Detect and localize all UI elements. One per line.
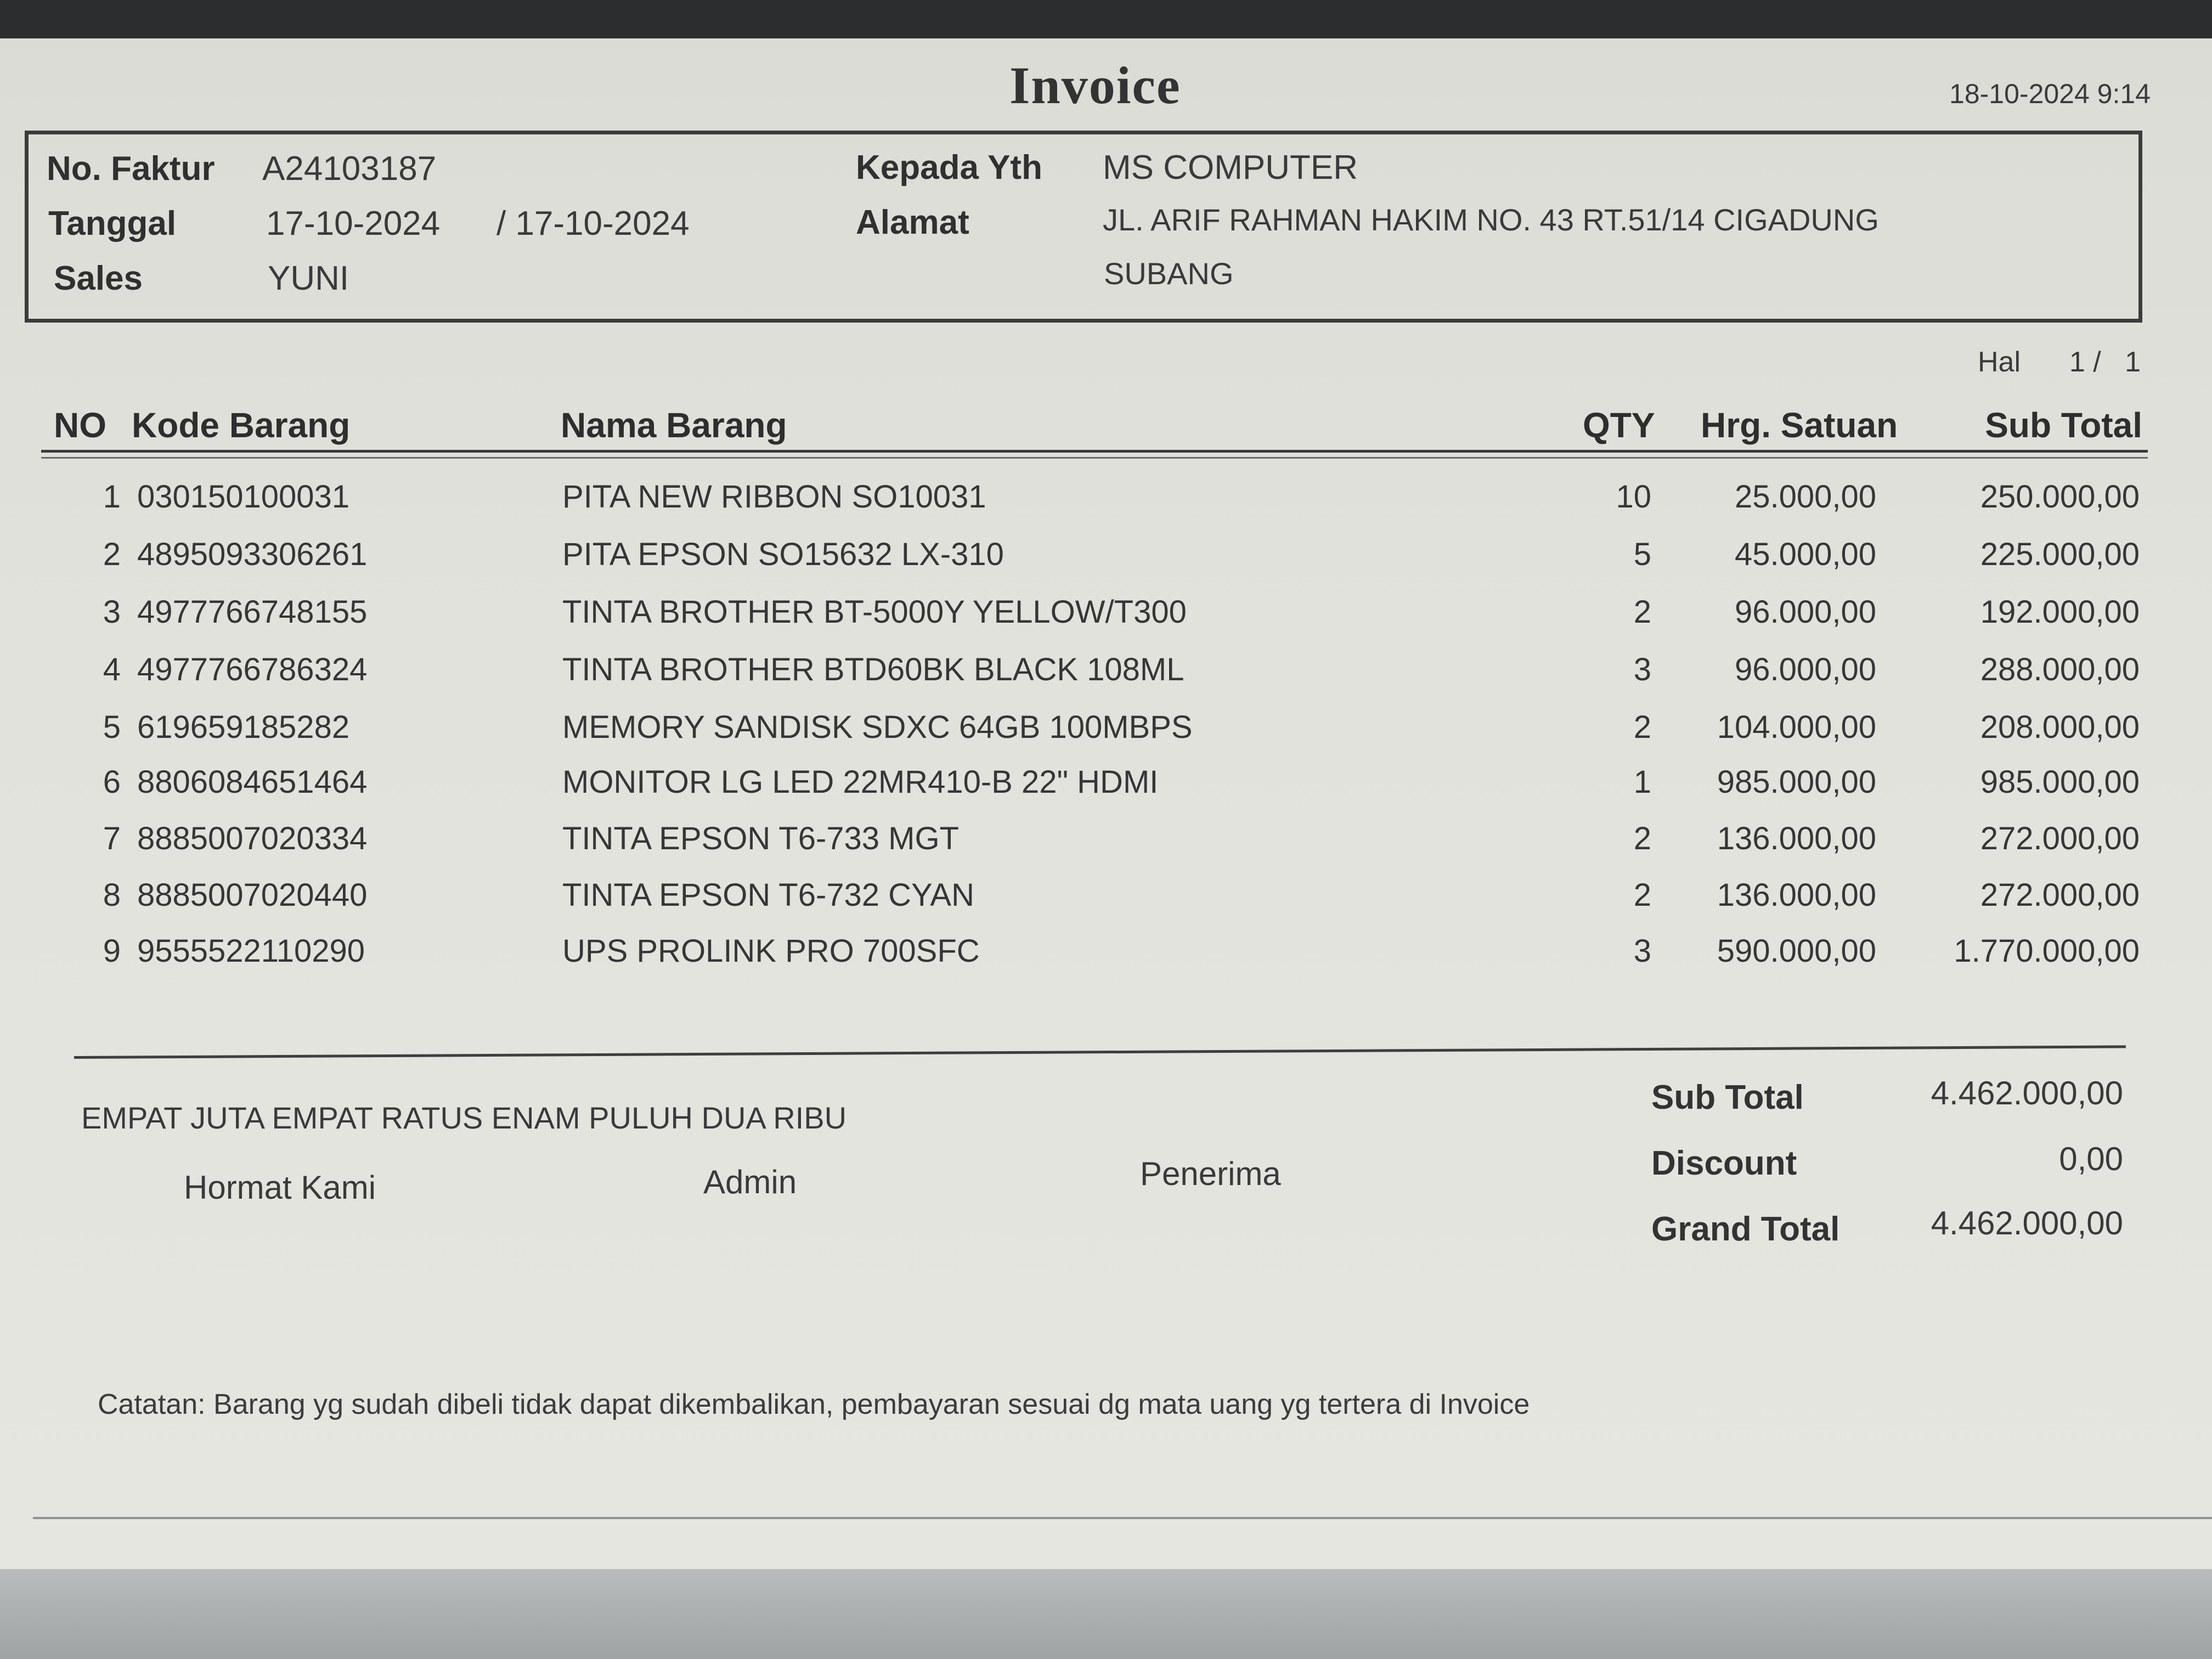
page-value: 1 / 1 [2069,346,2141,378]
screen-top-bezel [0,0,2212,38]
row-no: 5 [103,709,121,745]
window-bottom-edge [33,1517,2212,1519]
row-qty: 2 [1633,877,1651,913]
sub-total-label: Sub Total [1651,1079,1804,1116]
table-row [0,594,2212,648]
table-row [0,651,2212,706]
row-kode: 8885007020440 [137,877,368,913]
header-divider-thin [41,457,2148,459]
row-hrg-satuan: 96.000,00 [1734,594,1876,630]
row-no: 4 [103,652,121,687]
row-sub-total: 192.000,00 [1980,594,2140,630]
col-sub-total: Sub Total [1985,405,2142,445]
row-hrg-satuan: 96.000,00 [1734,652,1876,687]
row-qty: 2 [1633,709,1651,745]
row-sub-total: 272.000,00 [1980,877,2140,913]
tanggal-due-value: / 17-10-2024 [496,205,690,242]
row-kode: 030150100031 [137,479,350,515]
discount-value: 0,00 [2059,1141,2123,1177]
alamat-label: Alamat [856,204,969,241]
row-hrg-satuan: 136.000,00 [1717,821,1876,856]
row-sub-total: 272.000,00 [1980,821,2140,856]
row-nama: PITA NEW RIBBON SO10031 [562,479,986,515]
signature-hormat-kami: Hormat Kami [184,1169,376,1206]
kepada-label: Kepada Yth [856,149,1042,187]
row-sub-total: 288.000,00 [1980,652,2140,687]
row-no: 8 [103,877,121,913]
row-kode: 8806084651464 [137,764,368,800]
invoice-note: Catatan: Barang yg sudah dibeli tidak dapat dikembalikan, pembayaran sesuai dg mata uang yg tertera di Invoice [98,1389,1530,1420]
row-nama: MONITOR LG LED 22MR410-B 22" HDMI [562,764,1159,800]
table-row [0,709,2212,764]
row-qty: 3 [1633,652,1651,687]
table-row [0,478,2212,533]
row-hrg-satuan: 590.000,00 [1717,933,1876,969]
row-nama: TINTA EPSON T6-732 CYAN [562,877,974,913]
row-hrg-satuan: 985.000,00 [1717,764,1876,800]
row-kode: 4895093306261 [137,537,368,572]
col-no: NO [54,405,106,445]
row-kode: 4977766748155 [137,594,368,630]
row-kode: 4977766786324 [137,652,368,687]
col-hrg-satuan: Hrg. Satuan [1701,405,1898,445]
row-kode: 619659185282 [137,709,350,745]
sales-value: YUNI [268,259,349,297]
table-row [0,877,2212,932]
row-hrg-satuan: 25.000,00 [1734,479,1876,515]
row-qty: 10 [1616,479,1651,515]
no-faktur-label: No. Faktur [47,150,215,188]
col-nama-barang: Nama Barang [561,405,787,445]
table-row [0,536,2212,591]
alamat-line2: SUBANG [1104,256,1234,291]
row-nama: TINTA BROTHER BT-5000Y YELLOW/T300 [562,594,1187,630]
page-indicator [1978,346,2141,379]
row-qty: 1 [1633,764,1651,800]
sales-label: Sales [54,259,143,297]
alamat-line1: JL. ARIF RAHMAN HAKIM NO. 43 RT.51/14 CIGADUNG [1103,202,1879,237]
signature-admin: Admin [703,1164,797,1200]
tanggal-value: 17-10-2024 [266,205,441,242]
row-kode: 8885007020334 [137,821,368,856]
grand-total-value: 4.462.000,00 [1931,1205,2123,1242]
tanggal-label: Tanggal [48,205,177,242]
row-hrg-satuan: 45.000,00 [1734,537,1876,572]
row-kode: 9555522110290 [137,933,365,969]
grand-total-label: Grand Total [1651,1210,1840,1248]
col-qty: QTY [1583,405,1655,445]
row-no: 3 [103,594,121,630]
row-no: 9 [103,933,121,969]
row-qty: 2 [1633,594,1651,630]
row-sub-total: 208.000,00 [1980,709,2140,745]
row-no: 6 [103,764,121,800]
row-hrg-satuan: 104.000,00 [1717,709,1876,745]
row-qty: 3 [1633,933,1651,969]
row-sub-total: 250.000,00 [1980,479,2140,515]
row-sub-total: 1.770.000,00 [1954,933,2140,969]
no-faktur-value: A24103187 [262,150,437,188]
screen-bottom-area [0,1569,2212,1659]
row-sub-total: 985.000,00 [1980,764,2140,800]
row-nama: TINTA EPSON T6-733 MGT [562,821,960,856]
row-no: 2 [103,537,121,572]
row-no: 7 [103,821,121,856]
row-sub-total: 225.000,00 [1980,537,2140,572]
invoice-title: Invoice [1009,56,1181,115]
table-row [0,764,2212,819]
sub-total-value: 4.462.000,00 [1931,1075,2123,1111]
signature-penerima: Penerima [1140,1155,1281,1192]
print-datetime: 18-10-2024 9:14 [1949,78,2151,109]
row-no: 1 [103,479,121,515]
row-nama: MEMORY SANDISK SDXC 64GB 100MBPS [562,709,1193,745]
row-qty: 5 [1633,537,1651,572]
header-divider [41,450,2148,453]
table-row [0,933,2212,988]
page-label: Hal [1977,346,2021,378]
row-hrg-satuan: 136.000,00 [1717,877,1876,913]
row-qty: 2 [1633,821,1651,856]
table-row [0,820,2212,875]
row-nama: TINTA BROTHER BTD60BK BLACK 108ML [562,652,1184,687]
row-nama: UPS PROLINK PRO 700SFC [562,933,980,969]
col-kode-barang: Kode Barang [132,405,351,445]
row-nama: PITA EPSON SO15632 LX-310 [562,537,1004,572]
kepada-value: MS COMPUTER [1103,149,1358,187]
amount-in-words: EMPAT JUTA EMPAT RATUS ENAM PULUH DUA RIBU [81,1101,847,1135]
discount-label: Discount [1651,1144,1797,1182]
